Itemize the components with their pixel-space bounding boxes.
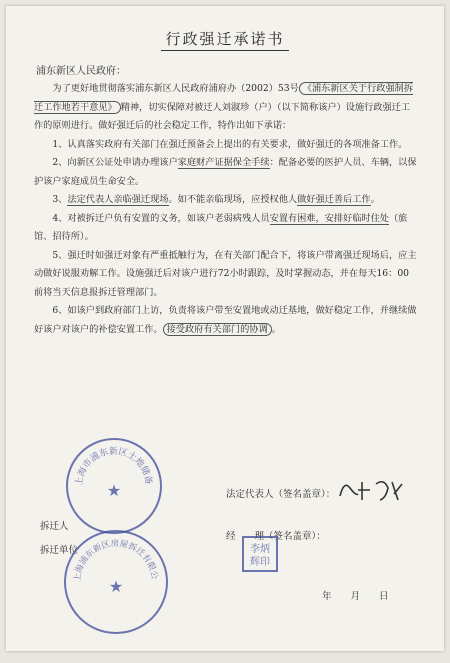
demolition-company-stamp xyxy=(64,530,168,634)
land-reserve-center-stamp xyxy=(66,438,162,534)
document-title: 行政强迁承诺书 xyxy=(6,28,444,49)
svg-text:★: ★ xyxy=(106,481,122,500)
item-3: 3、法定代表人亲临强迁现场。如不能亲临现场，应授权他人做好强迁善后工作。 xyxy=(52,194,380,205)
document-body xyxy=(34,80,418,339)
item-6: 6、如该户到政府部门上访，负责将该户带至安置地或动迁基地，做好稳定工作，并继续做好该户对该户的补偿安置工作。 接受政府有关部门的协调 。 xyxy=(34,305,417,335)
demolisher-label: 拆迁人 xyxy=(40,521,69,532)
svg-text:上海市浦东新区土地储备中心: 上海市浦东新区土地储备 xyxy=(74,446,154,487)
item-5: 5、强迁时如强迁对象有严重抵触行为，在有关部门配合下，将该户带离强迁现场后，应主动做好说服劝解工作。设施强迁后对该户进行72小时跟踪，及时掌握动态，并在每天16：00前将当天信息报拆迁管理部门。 xyxy=(34,249,417,298)
item-2: 2、向新区公证处申请办理该户家庭财产证据保全手续：配备必要的医护人员、车辆，以保护该户家庭成员生命安全。 xyxy=(34,157,417,187)
document-page xyxy=(6,6,444,651)
svg-text:上海浦东新区房屋拆迁有限公司: 上海浦东新区房屋拆迁有限公 xyxy=(72,538,160,583)
manager-personal-seal xyxy=(242,536,278,572)
legal-rep-label: 法定代表人（签名盖章）： xyxy=(226,489,336,500)
addressee: 浦东新区人民政府： xyxy=(36,66,126,77)
manager-label: 经 理（签名盖章）： xyxy=(226,531,326,542)
unit-label: 拆迁单位 xyxy=(40,545,79,556)
intro-paragraph: 为了更好地贯彻落实浦东新区人民政府浦府办（2002）53号 《浦东新区关于行政强制拆迁工作地若干意见》 精神，切实保障对被迁人刘淑珍（户）（以下简称该户）设施行政强迁工作的原则进行。做好强迁后的社会稳定工作，特作出如下承诺： xyxy=(34,83,414,131)
doc-name-circled: 《浦东新区关于行政强制拆迁工作地若干意见》 xyxy=(34,83,414,113)
svg-text:李炳: 李炳 xyxy=(250,544,270,555)
legal-rep-signature xyxy=(336,476,406,510)
item-1: 1、认真落实政府有关部门在强迁预备会上提出的有关要求，做好强迁的各项准备工作。 xyxy=(52,138,408,150)
svg-text:★: ★ xyxy=(108,577,124,596)
item-4: 4、对被拆迁户负有安置的义务，如该户老弱病残人员安置有困难，安排好临时住处（旅馆、招待所）。 xyxy=(34,212,408,242)
date-label: 年 月 日 xyxy=(322,591,389,602)
svg-text:辉印: 辉印 xyxy=(250,557,270,568)
